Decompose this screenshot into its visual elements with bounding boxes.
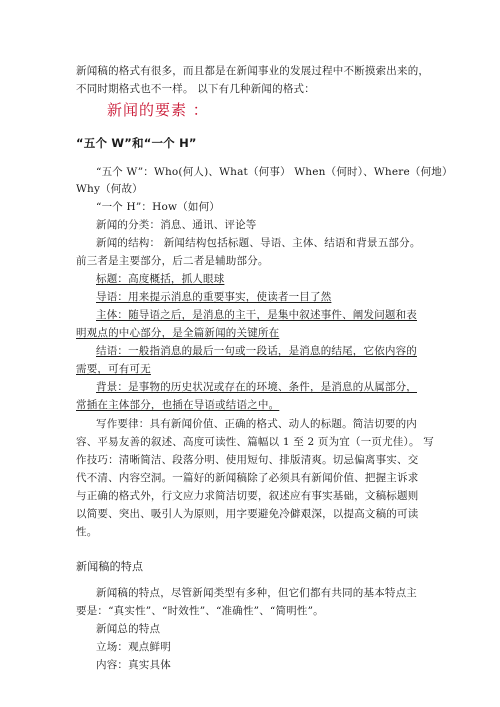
writing-line-2: 容、平易友善的叙述、高度可读性、篇幅以 1 至 2 页为宜（一页尤佳）。 写	[76, 436, 434, 448]
writing-line-1: 写作要律：具有新闻价值、正确的格式、动人的标题。简洁切要的内	[96, 418, 417, 430]
total-features: 新闻总的特点	[96, 623, 161, 635]
five-w-line-2: Why（何故）	[76, 183, 143, 195]
features-line-2: 要是：“真实性”、“时效性”、“准确性”、“简明性”。	[76, 605, 324, 617]
five-w-one-h-heading: “五个 W”和“一个 H”	[76, 136, 197, 150]
writing-line-6: 以简要、突出、吸引人为原则，用字要避免冷僻艰深，以提高文稿的可读	[76, 508, 419, 520]
intro-line-1: 新闻稿的格式有很多，而且都是在新闻事业的发展过程中不断摸索出来的，	[76, 65, 430, 77]
features-line-1: 新闻稿的特点，尽管新闻类型有多种，但它们都有共同的基本特点主	[96, 587, 417, 599]
body-definition-line-1: 主体：随导语之后，是消息的主干，是集中叙述事件、阐发问题和表	[96, 309, 417, 321]
background-definition-line-1: 背景：是事物的历史状况或存在的环境、条件，是消息的从属部分，	[96, 381, 417, 393]
writing-line-5: 与正确的格式外，行文应力求简洁切要，叙述应有事实基础，文稿标题则	[76, 490, 419, 502]
body-definition-line-2: 明观点的中心部分，是全篇新闻的关键所在	[76, 327, 280, 339]
one-h-line: “一个 H”：How（如何）	[96, 201, 220, 213]
writing-line-4: 代不清、内容空洞。一篇好的新闻稿除了必须具有新闻价值、把握主诉求	[76, 472, 419, 484]
structure-line-2: 前三者是主要部分，后二者是辅助部分。	[76, 255, 269, 267]
title-definition: 标题：高度概括，抓人眼球	[96, 273, 225, 285]
writing-line-3: 作技巧：清晰简洁、段落分明、使用短句、排版清爽。切忌偏离事实、交	[76, 454, 419, 466]
ending-definition-line-2: 需要，可有可无	[76, 363, 151, 375]
background-definition-line-2: 常插在主体部分，也插在导语或结语之中。	[76, 399, 280, 411]
five-w-line-1: “五个 W”：Who(何人)、What（何事） When（何时）、Where（何地）	[96, 166, 453, 178]
lead-definition: 导语：用来提示消息的重要事实，使读者一目了然	[96, 291, 332, 303]
news-elements-heading: 新闻的要素 ：	[107, 101, 209, 119]
stance-line: 立场：观点鲜明	[96, 641, 171, 653]
writing-line-7: 性。	[76, 526, 98, 538]
news-categories: 新闻的分类：消息、通讯、评论等	[96, 219, 257, 231]
features-heading: 新闻稿的特点	[76, 560, 144, 573]
structure-line-1: 新闻的结构： 新闻结构包括标题、导语、主体、结语和背景五部分。	[96, 237, 421, 249]
ending-definition-line-1: 结语：一般指消息的最后一句或一段话，是消息的结尾，它依内容的	[96, 345, 417, 357]
content-line: 内容：真实具体	[96, 659, 171, 671]
intro-line-2: 不同时期格式也不一样。 以下有几种新闻的格式：	[76, 83, 315, 95]
